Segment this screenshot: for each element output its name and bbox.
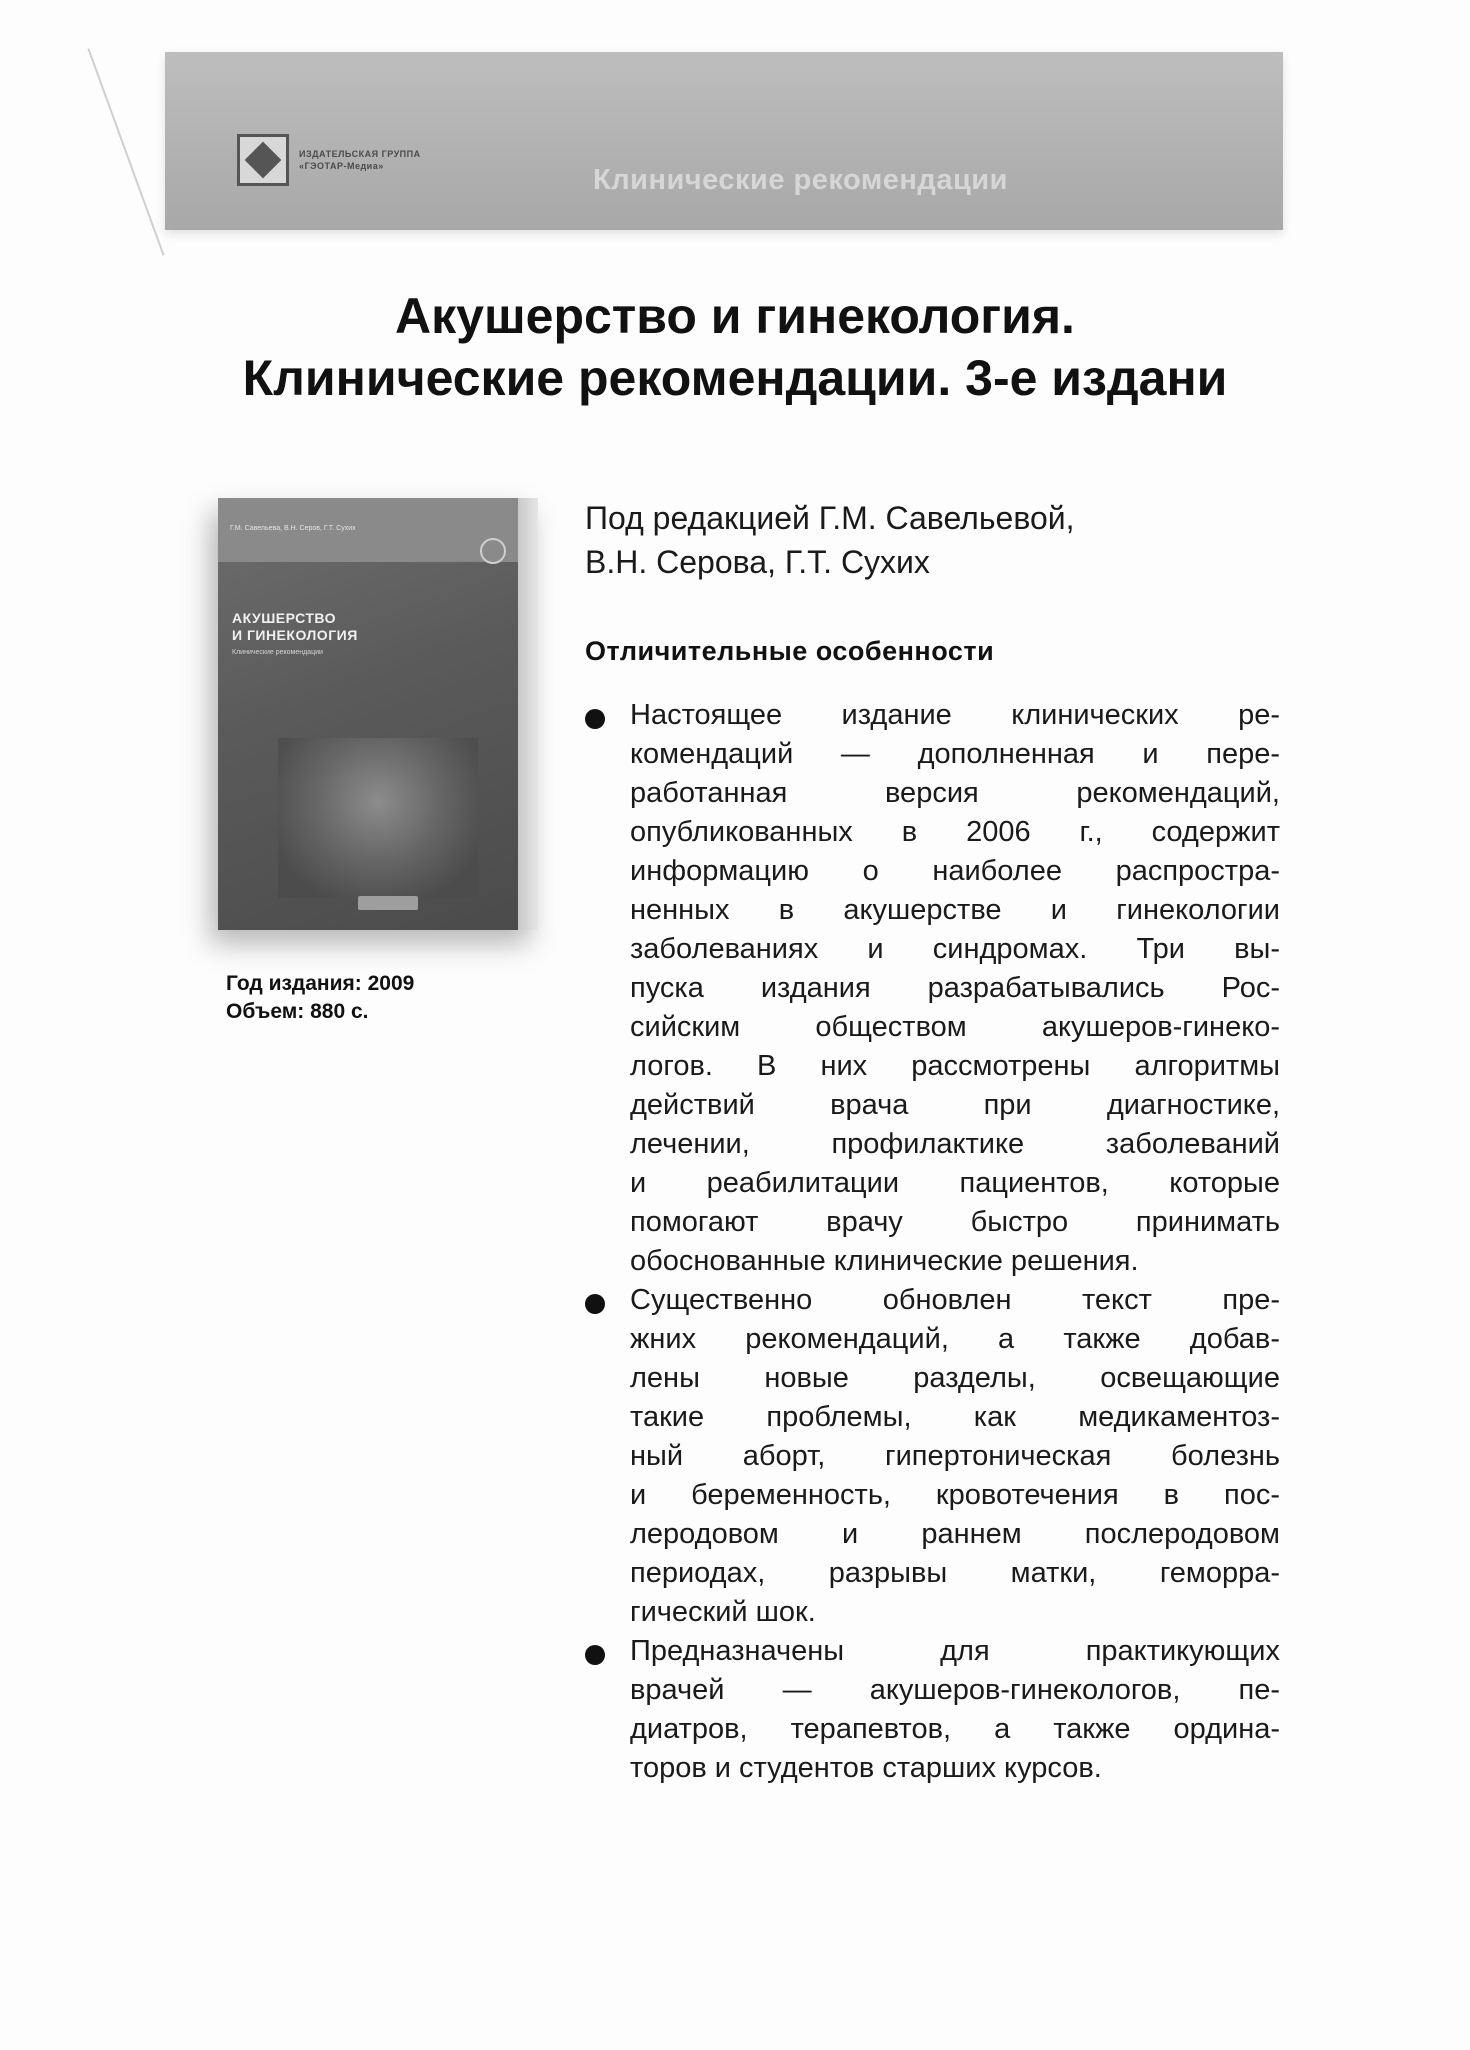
book-cover-image bbox=[218, 498, 538, 930]
feature-text-line: комендаций — дополненная и пере- bbox=[630, 738, 1280, 770]
series-title: Клинические рекомендации bbox=[593, 164, 1008, 196]
feature-text-line: информацию о наиболее распростра- bbox=[630, 855, 1280, 887]
book-cover-spine bbox=[518, 498, 538, 930]
feature-text-line: леродовом и раннем послеродовом bbox=[630, 1518, 1280, 1550]
feature-item bbox=[585, 1281, 1280, 1632]
book-meta bbox=[226, 970, 414, 1026]
cover-authors: Г.М. Савельева, В.Н. Серов, Г.Т. Сухих bbox=[230, 525, 356, 532]
bullet-icon bbox=[585, 1645, 605, 1665]
features-list bbox=[585, 696, 1280, 1788]
cover-title-line-1: АКУШЕРСТВО bbox=[232, 610, 337, 626]
publisher-logo-icon bbox=[237, 134, 289, 186]
feature-text-line: сийским обществом акушеров-гинеко- bbox=[630, 1011, 1280, 1043]
feature-text-line: Предназначены для практикующих bbox=[630, 1635, 1280, 1667]
feature-text-line: и реабилитации пациентов, которые bbox=[630, 1167, 1280, 1199]
bullet-icon bbox=[585, 709, 605, 729]
editors bbox=[585, 496, 1305, 584]
cover-publisher-logo-icon bbox=[358, 896, 418, 910]
book-title-line-1: Акушерство и гинекология. bbox=[395, 288, 1075, 344]
feature-text-line: работанная версия рекомендаций, bbox=[630, 777, 1280, 809]
book-title-line-2: Клинические рекомендации. 3-е издани bbox=[242, 350, 1228, 406]
feature-text-line: действий врача при диагностике, bbox=[630, 1089, 1280, 1121]
feature-text-line: опубликованных в 2006 г., содержит bbox=[630, 816, 1280, 848]
feature-text-line: обоснованные клинические решения. bbox=[630, 1245, 1139, 1277]
publisher-name bbox=[299, 148, 421, 172]
cover-emblem-icon bbox=[480, 538, 506, 564]
feature-text-line: врачей — акушеров-гинекологов, пе- bbox=[630, 1674, 1280, 1706]
feature-text-line: торов и студентов старших курсов. bbox=[630, 1752, 1102, 1784]
page-count: Объем: 880 с. bbox=[226, 1000, 369, 1023]
cover-artwork bbox=[278, 738, 478, 898]
feature-text-line: диатров, терапевтов, а также ордина- bbox=[630, 1713, 1280, 1745]
feature-item bbox=[585, 696, 1280, 1281]
publisher-block bbox=[237, 134, 421, 186]
feature-text-line: такие проблемы, как медикаментоз- bbox=[630, 1401, 1280, 1433]
editors-line-1: Под редакцией Г.М. Савельевой, bbox=[585, 500, 1075, 536]
cover-subtitle: Клинические рекомендации bbox=[232, 649, 323, 656]
feature-text-line: Существенно обновлен текст пре- bbox=[630, 1284, 1280, 1316]
feature-text-line: заболеваниях и синдромах. Три вы- bbox=[630, 933, 1280, 965]
feature-text-line: логов. В них рассмотрены алгоритмы bbox=[630, 1050, 1280, 1082]
feature-text-line: лены новые разделы, освещающие bbox=[630, 1362, 1280, 1394]
editors-line-2: В.Н. Серова, Г.Т. Сухих bbox=[585, 544, 930, 580]
publisher-line-1: ИЗДАТЕЛЬСКАЯ ГРУППА bbox=[299, 149, 421, 159]
feature-text-line: помогают врачу быстро принимать bbox=[630, 1206, 1280, 1238]
feature-text-line: и беременность, кровотечения в пос- bbox=[630, 1479, 1280, 1511]
cover-title bbox=[232, 610, 502, 644]
cover-title-line-2: И ГИНЕКОЛОГИЯ bbox=[232, 627, 358, 643]
feature-text-line: гический шок. bbox=[630, 1596, 816, 1628]
publisher-line-2: «ГЭОТАР-Медиа» bbox=[299, 161, 384, 171]
feature-text-line: лечении, профилактике заболеваний bbox=[630, 1128, 1280, 1160]
feature-text-line: Настоящее издание клинических ре- bbox=[630, 699, 1280, 731]
book-title bbox=[150, 285, 1320, 409]
publication-year: Год издания: 2009 bbox=[226, 972, 415, 995]
feature-item bbox=[585, 1632, 1280, 1788]
feature-text-line: жних рекомендаций, а также добав- bbox=[630, 1323, 1280, 1355]
features-heading: Отличительные особенности bbox=[585, 636, 995, 666]
feature-text-line: периодах, разрывы матки, геморра- bbox=[630, 1557, 1280, 1589]
feature-text-line: ный аборт, гипертоническая болезнь bbox=[630, 1440, 1280, 1472]
feature-text-line: пуска издания разрабатывались Рос- bbox=[630, 972, 1280, 1004]
book-cover-front bbox=[218, 498, 518, 930]
series-header-band bbox=[165, 52, 1283, 230]
feature-text-line: ненных в акушерстве и гинекологии bbox=[630, 894, 1280, 926]
bullet-icon bbox=[585, 1294, 605, 1314]
